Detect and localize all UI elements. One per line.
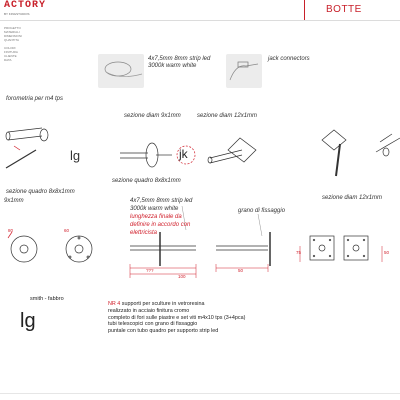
spec-title xyxy=(108,301,245,308)
jk-mark: jk xyxy=(179,147,188,161)
spec-block xyxy=(108,301,245,335)
sezione-diam-9-label: sezione diam 9x1mm xyxy=(124,113,181,119)
spec-line: tubi telescopici con grano di fissaggio xyxy=(108,321,198,328)
meta-line: COLORI xyxy=(4,46,16,50)
spec-title-text: supporti per sculture in vetroresina xyxy=(121,301,205,307)
sezione-diam-12-label: sezione diam 12x1mm xyxy=(197,113,258,119)
sezione-quadro-left-label: sezione quadro 8x8x1mm xyxy=(6,189,75,195)
lg-small-mark: lg xyxy=(70,148,81,163)
dim-a: 50 xyxy=(238,268,244,273)
page-title: BOTTE xyxy=(326,4,362,15)
drawing-strip-note-1: 4x7,5mm 8mm strip led xyxy=(130,198,193,204)
dim-angle-1: 80 xyxy=(8,228,14,233)
diam-left-label: 9x1mm xyxy=(4,198,24,204)
drawing-strip-note-2: 3000k warm white xyxy=(130,206,179,212)
meta-line: PROGETTO xyxy=(4,26,21,30)
length-note-3: elettricista xyxy=(130,230,158,236)
spec-qty: NR 4 xyxy=(108,301,121,307)
spec-line: puntale con tubo quadro per supporto strip led xyxy=(108,328,219,335)
brand-subtitle: BY KINGSTUDIOS xyxy=(4,12,30,16)
meta-line: FINITURA xyxy=(4,50,18,54)
footer-rule xyxy=(0,393,400,394)
spec-line: realizzato in acciaio finitura cromo xyxy=(108,307,190,314)
sezione-diam-12-right-label: sezione diam 12x1mm xyxy=(322,195,383,201)
dim-b: 75 xyxy=(296,250,302,255)
sezione-quadro-center-label: sezione quadro 8x8x1mm xyxy=(112,178,181,184)
photo-strip-note-2: 3000k warm white xyxy=(148,63,197,69)
brand-logo: ACTORY xyxy=(4,0,47,11)
photo-strip-note-1: 4x7,5mm 8mm strip led xyxy=(148,56,211,62)
meta-line: QUANTITA xyxy=(4,38,19,42)
dim-mid: 100 xyxy=(178,274,186,279)
meta-line: DIMENSIONI xyxy=(4,34,22,38)
grano-label: grano di fissaggio xyxy=(238,208,286,214)
maker-label: smith - fabbro xyxy=(30,296,64,302)
meta-line: DATA xyxy=(4,58,12,62)
dim-angle-2: 60 xyxy=(64,228,70,233)
length-note-2: definire in accordo con xyxy=(130,222,191,228)
forometria-label: forometria per m4 tps xyxy=(6,96,64,102)
dim-total: ??? xyxy=(146,268,154,273)
length-note-1: lunghezza finale da xyxy=(130,214,182,220)
lg-big-mark: lg xyxy=(20,310,36,332)
meta-line: CLIENTE xyxy=(4,54,17,58)
meta-line: MATERIALI xyxy=(4,30,20,34)
photo-jack-note: jack connectors xyxy=(268,56,310,62)
spec-line: completo di fori sulle piastre e set viti m4x10 tps (3+4pca) xyxy=(108,314,246,321)
dim-c: 50 xyxy=(384,250,390,255)
